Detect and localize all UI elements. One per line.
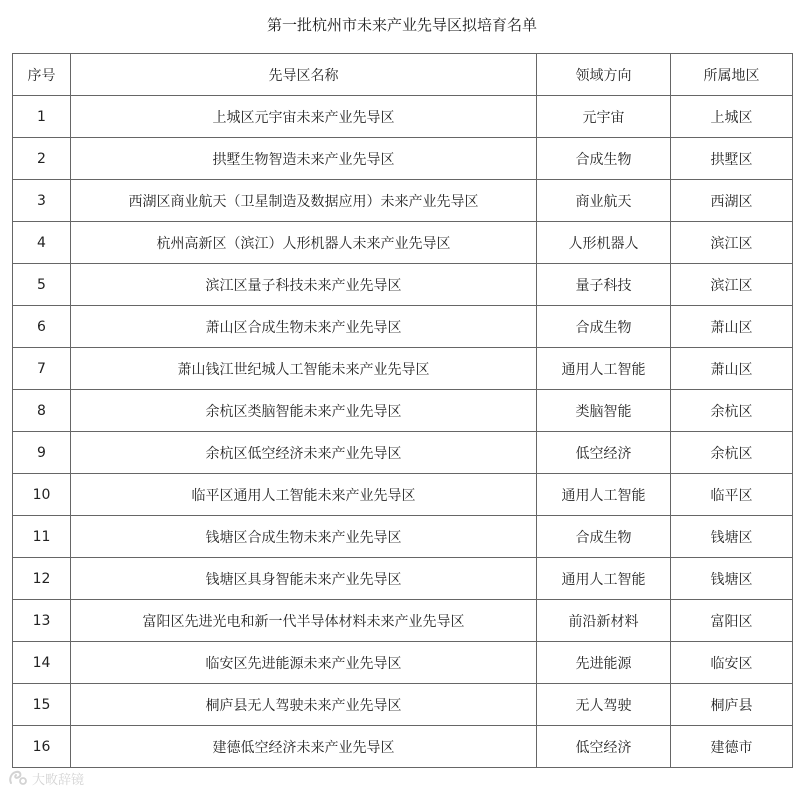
table-row	[13, 474, 793, 516]
cell-region: 余杭区	[671, 390, 793, 432]
logo-mark-icon	[8, 769, 28, 787]
cell-region: 滨江区	[671, 222, 793, 264]
cell-field: 先进能源	[537, 642, 671, 684]
cell-zone-name: 杭州高新区（滨江）人形机器人未来产业先导区	[71, 222, 537, 264]
table-row	[13, 516, 793, 558]
cell-field: 元宇宙	[537, 96, 671, 138]
header-zone-name: 先导区名称	[71, 54, 537, 96]
cell-index: 14	[13, 642, 71, 684]
cell-zone-name: 钱塘区具身智能未来产业先导区	[71, 558, 537, 600]
cell-region: 建德市	[671, 726, 793, 768]
cell-zone-name: 萧山钱江世纪城人工智能未来产业先导区	[71, 348, 537, 390]
table-row	[13, 180, 793, 222]
cell-region: 西湖区	[671, 180, 793, 222]
cell-region: 富阳区	[671, 600, 793, 642]
cell-field: 人形机器人	[537, 222, 671, 264]
cell-zone-name: 余杭区类脑智能未来产业先导区	[71, 390, 537, 432]
table-row	[13, 348, 793, 390]
cell-zone-name: 钱塘区合成生物未来产业先导区	[71, 516, 537, 558]
cell-index: 16	[13, 726, 71, 768]
cell-field: 合成生物	[537, 516, 671, 558]
cell-index: 5	[13, 264, 71, 306]
cell-region: 萧山区	[671, 348, 793, 390]
table-row	[13, 138, 793, 180]
header-index: 序号	[13, 54, 71, 96]
table-row	[13, 264, 793, 306]
table-row	[13, 96, 793, 138]
cultivation-list-table	[12, 53, 793, 768]
header-field: 领域方向	[537, 54, 671, 96]
cell-zone-name: 西湖区商业航天（卫星制造及数据应用）未来产业先导区	[71, 180, 537, 222]
table-row	[13, 390, 793, 432]
document-title: 第一批杭州市未来产业先导区拟培育名单	[266, 16, 537, 34]
cell-region: 桐庐县	[671, 684, 793, 726]
cell-region: 滨江区	[671, 264, 793, 306]
table-row	[13, 642, 793, 684]
cell-zone-name: 富阳区先进光电和新一代半导体材料未来产业先导区	[71, 600, 537, 642]
table-row	[13, 558, 793, 600]
cell-region: 钱塘区	[671, 558, 793, 600]
cell-index: 11	[13, 516, 71, 558]
cell-zone-name: 临平区通用人工智能未来产业先导区	[71, 474, 537, 516]
table-row	[13, 684, 793, 726]
cell-field: 前沿新材料	[537, 600, 671, 642]
cell-region: 拱墅区	[671, 138, 793, 180]
cell-index: 2	[13, 138, 71, 180]
cell-index: 10	[13, 474, 71, 516]
cell-field: 商业航天	[537, 180, 671, 222]
table-row	[13, 222, 793, 264]
cell-field: 通用人工智能	[537, 348, 671, 390]
cell-field: 无人驾驶	[537, 684, 671, 726]
cell-index: 15	[13, 684, 71, 726]
cell-zone-name: 桐庐县无人驾驶未来产业先导区	[71, 684, 537, 726]
cell-zone-name: 拱墅生物智造未来产业先导区	[71, 138, 537, 180]
cell-region: 上城区	[671, 96, 793, 138]
cell-region: 临安区	[671, 642, 793, 684]
cell-index: 13	[13, 600, 71, 642]
table-row	[13, 600, 793, 642]
watermark	[8, 766, 84, 790]
table-header-row	[13, 54, 793, 96]
cell-field: 低空经济	[537, 726, 671, 768]
cell-zone-name: 临安区先进能源未来产业先导区	[71, 642, 537, 684]
cell-index: 12	[13, 558, 71, 600]
cell-region: 临平区	[671, 474, 793, 516]
cell-zone-name: 上城区元宇宙未来产业先导区	[71, 96, 537, 138]
cell-field: 低空经济	[537, 432, 671, 474]
cell-field: 合成生物	[537, 306, 671, 348]
cell-region: 钱塘区	[671, 516, 793, 558]
cell-zone-name: 余杭区低空经济未来产业先导区	[71, 432, 537, 474]
cell-zone-name: 萧山区合成生物未来产业先导区	[71, 306, 537, 348]
cell-field: 通用人工智能	[537, 558, 671, 600]
watermark-text: 大畋辞镜	[32, 772, 85, 788]
cell-index: 8	[13, 390, 71, 432]
header-region: 所属地区	[671, 54, 793, 96]
cell-zone-name: 滨江区量子科技未来产业先导区	[71, 264, 537, 306]
cell-field: 合成生物	[537, 138, 671, 180]
cell-region: 萧山区	[671, 306, 793, 348]
table-row	[13, 432, 793, 474]
cell-field: 量子科技	[537, 264, 671, 306]
cell-region: 余杭区	[671, 432, 793, 474]
table-row	[13, 306, 793, 348]
table-row	[13, 726, 793, 768]
cell-field: 类脑智能	[537, 390, 671, 432]
cell-index: 4	[13, 222, 71, 264]
cell-index: 9	[13, 432, 71, 474]
cell-index: 1	[13, 96, 71, 138]
cell-index: 6	[13, 306, 71, 348]
cell-zone-name: 建德低空经济未来产业先导区	[71, 726, 537, 768]
cell-index: 7	[13, 348, 71, 390]
cell-field: 通用人工智能	[537, 474, 671, 516]
cell-index: 3	[13, 180, 71, 222]
